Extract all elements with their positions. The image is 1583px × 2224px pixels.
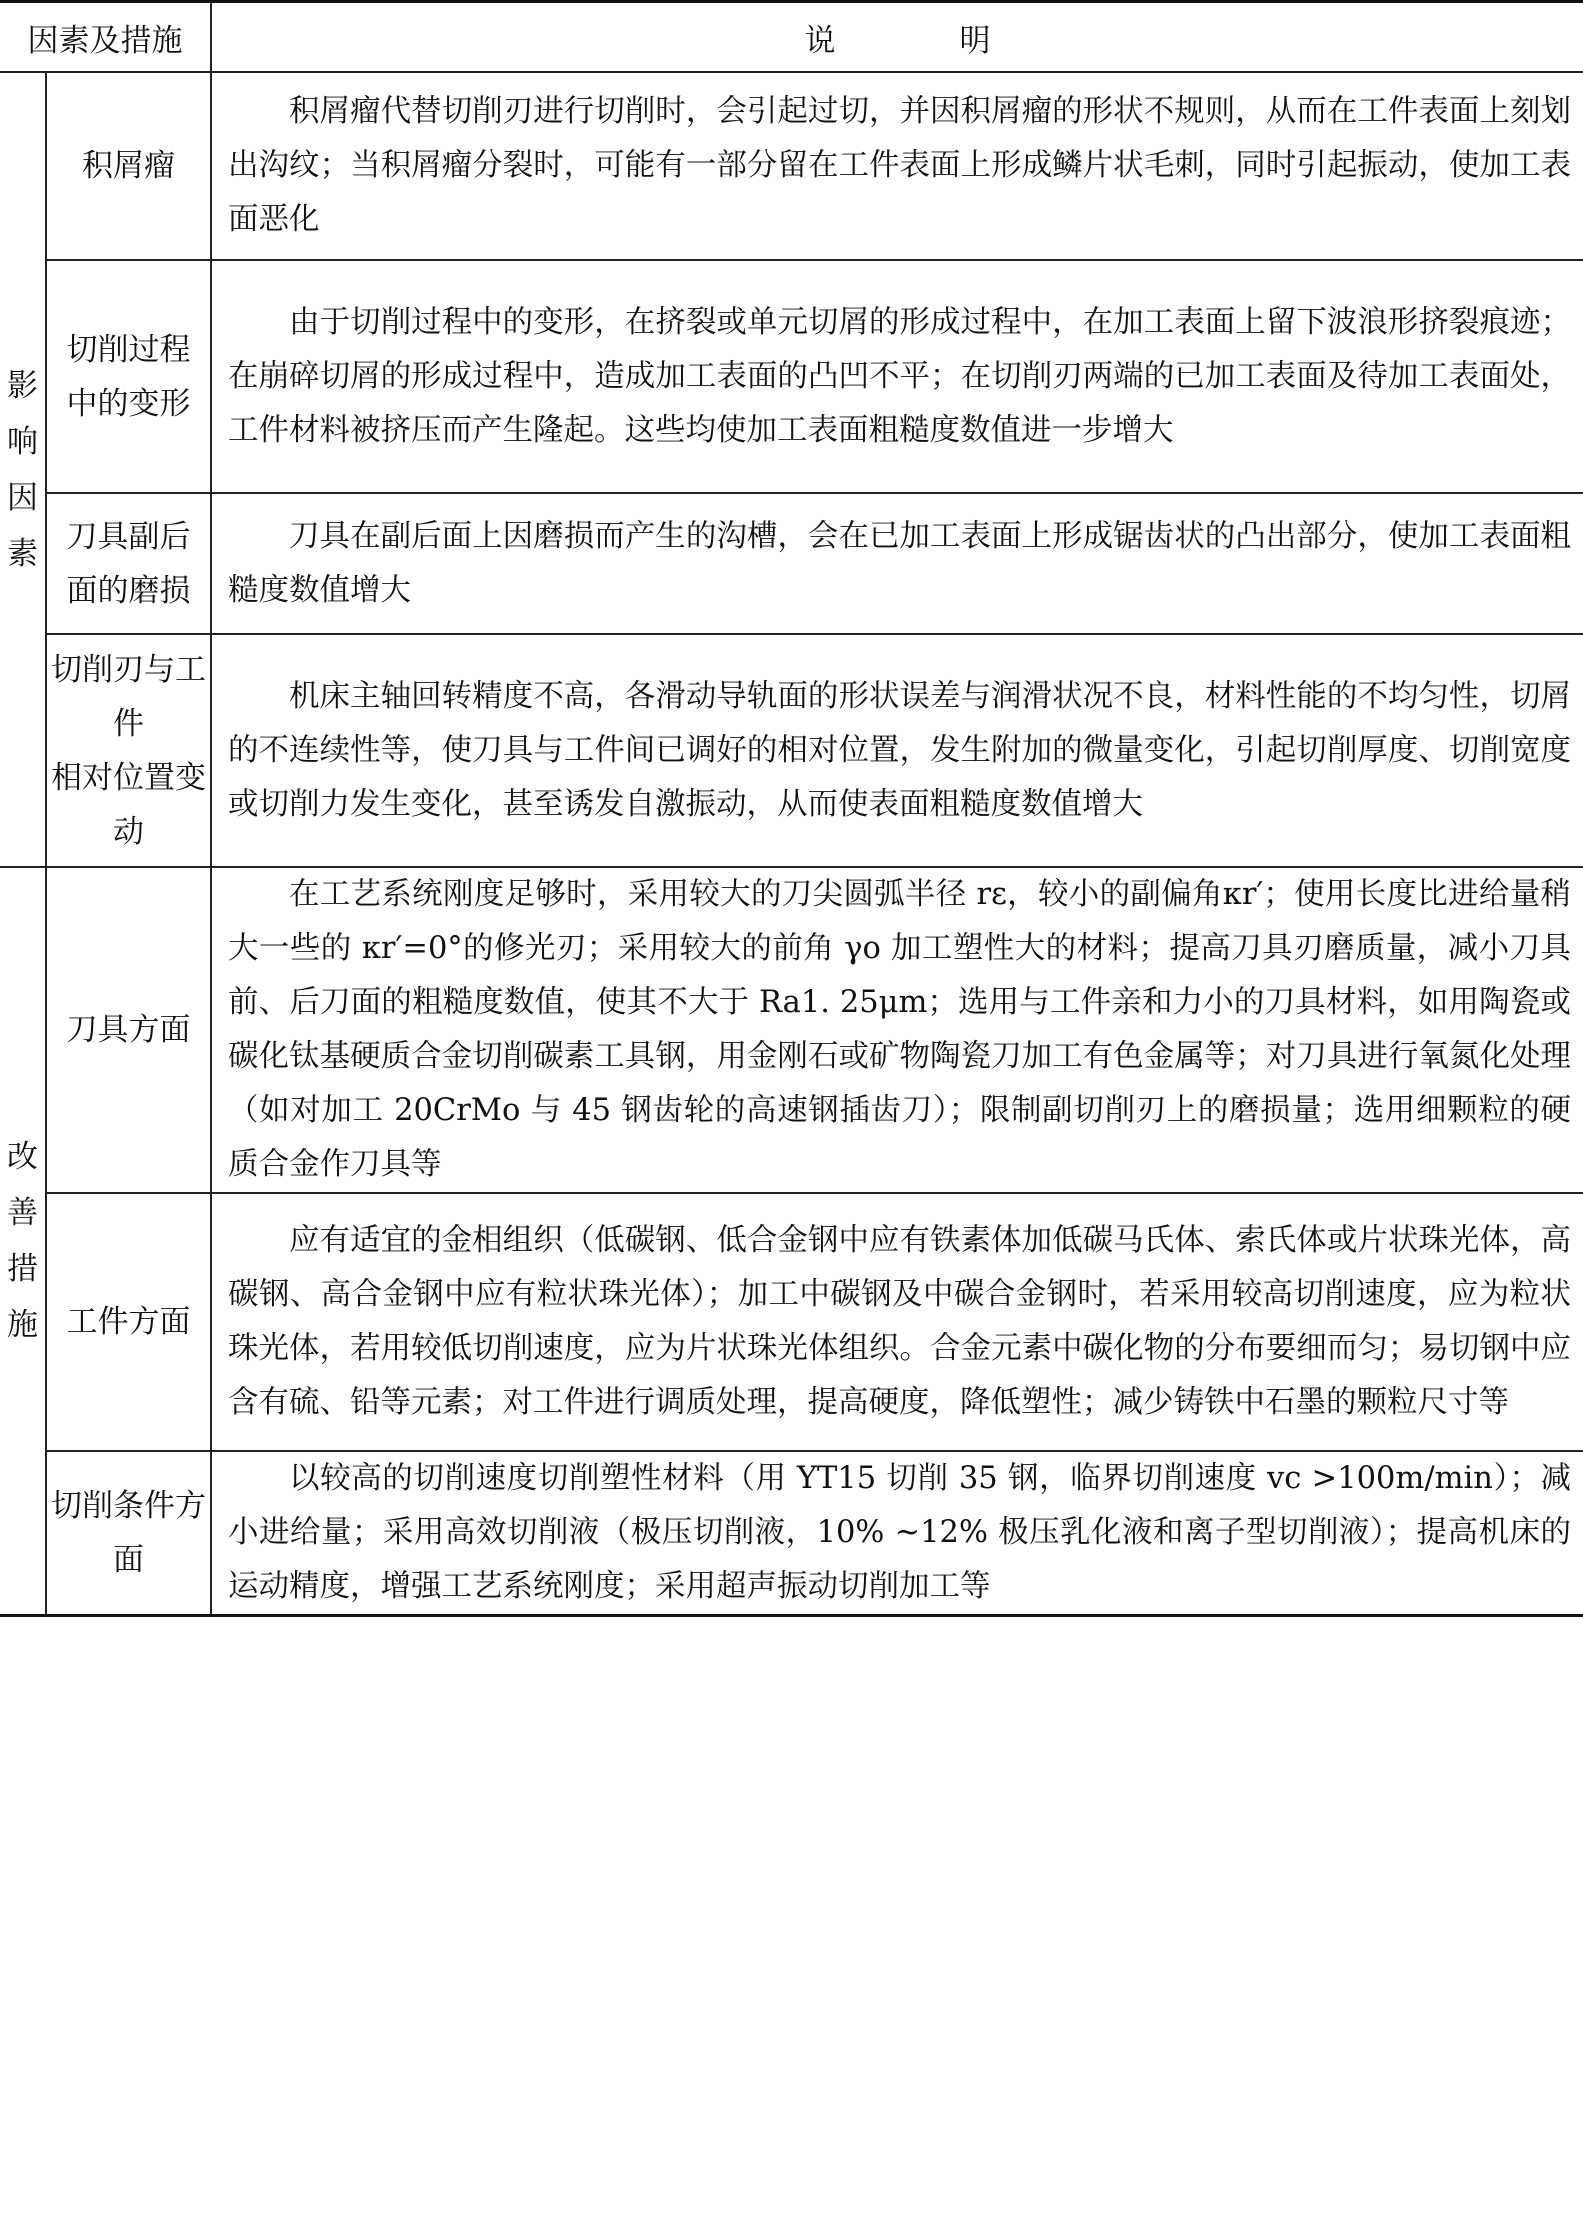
description-cell: 由于切削过程中的变形，在挤裂或单元切屑的形成过程中，在加工表面上留下波浪形挤裂痕迹；在崩碎切屑的形成过程中，造成加工表面的凸凹不平；在切削刃两端的已加工表面及待加工表面处，工件材料被挤压而产生隆起。这些均使加工表面粗糙度数值进一步增大	[211, 260, 1583, 493]
description-cell: 刀具在副后面上因磨损而产生的沟槽，会在已加工表面上形成锯齿状的凸出部分，使加工表面粗糙度数值增大	[211, 493, 1583, 634]
factor-cell: 工件方面	[46, 1193, 211, 1451]
description-cell: 机床主轴回转精度不高，各滑动导轨面的形状误差与润滑状况不良，材料性能的不均匀性，切屑的不连续性等，使刀具与工件间已调好的相对位置，发生附加的微量变化，引起切削厚度、切削宽度或切削力发生变化，甚至诱发自激振动，从而使表面粗糙度数值增大	[211, 634, 1583, 867]
table-row	[0, 72, 1583, 260]
description-cell: 应有适宜的金相组织（低碳钢、低合金钢中应有铁素体加低碳马氏体、索氏体或片状珠光体，高碳钢、高合金钢中应有粒状珠光体）；加工中碳钢及中碳合金钢时，若采用较高切削速度，应为粒状珠光体，若用较低切削速度，应为片状珠光体组织。合金元素中碳化物的分布要细而匀；易切钢中应含有硫、铅等元素；对工件进行调质处理，提高硬度，降低塑性；减少铸铁中石墨的颗粒尺寸等	[211, 1193, 1583, 1451]
factor-cell: 积屑瘤	[46, 72, 211, 260]
header-factor: 因素及措施	[0, 2, 211, 73]
factor-cell: 刀具副后 面的磨损	[46, 493, 211, 634]
group-label-influence: 影 响 因 素	[0, 72, 46, 867]
table-row	[0, 867, 1583, 1193]
group-label-measures: 改 善 措 施	[0, 867, 46, 1616]
factor-cell: 切削过程 中的变形	[46, 260, 211, 493]
table-row	[0, 1193, 1583, 1451]
factor-cell: 刀具方面	[46, 867, 211, 1193]
description-cell: 以较高的切削速度切削塑性材料（用 YT15 切削 35 钢，临界切削速度 vc >100m/min）；减小进给量；采用高效切削液（极压切削液，10% ~12% 极压乳化液和离子型切削液）；提高机床的运动精度，增强工艺系统刚度；采用超声振动切削加工等	[211, 1451, 1583, 1616]
table-row	[0, 260, 1583, 493]
description-cell: 在工艺系统刚度足够时，采用较大的刀尖圆弧半径 rε，较小的副偏角κr′；使用长度比进给量稍大一些的 κr′=0°的修光刃；采用较大的前角 γo 加工塑性大的材料；提高刀具刃磨质量，减小刀具前、后刀面的粗糙度数值，使其不大于 Ra1. 25μm；选用与工件亲和力小的刀具材料，如用陶瓷或碳化钛基硬质合金切削碳素工具钢，用金刚石或矿物陶瓷刀加工有色金属等；对刀具进行氧氮化处理（如对加工 20CrMo 与 45 钢齿轮的高速钢插齿刀）；限制副切削刃上的磨损量；选用细颗粒的硬质合金作刀具等	[211, 867, 1583, 1193]
factor-cell: 切削条件方面	[46, 1451, 211, 1616]
header-description: 说 明	[211, 2, 1583, 73]
table-row	[0, 493, 1583, 634]
factor-cell: 切削刃与工件 相对位置变动	[46, 634, 211, 867]
header-row	[0, 2, 1583, 73]
table-row	[0, 634, 1583, 867]
table-row	[0, 1451, 1583, 1616]
description-cell: 积屑瘤代替切削刃进行切削时，会引起过切，并因积屑瘤的形状不规则，从而在工件表面上刻划出沟纹；当积屑瘤分裂时，可能有一部分留在工件表面上形成鳞片状毛刺，同时引起振动，使加工表面恶化	[211, 72, 1583, 260]
